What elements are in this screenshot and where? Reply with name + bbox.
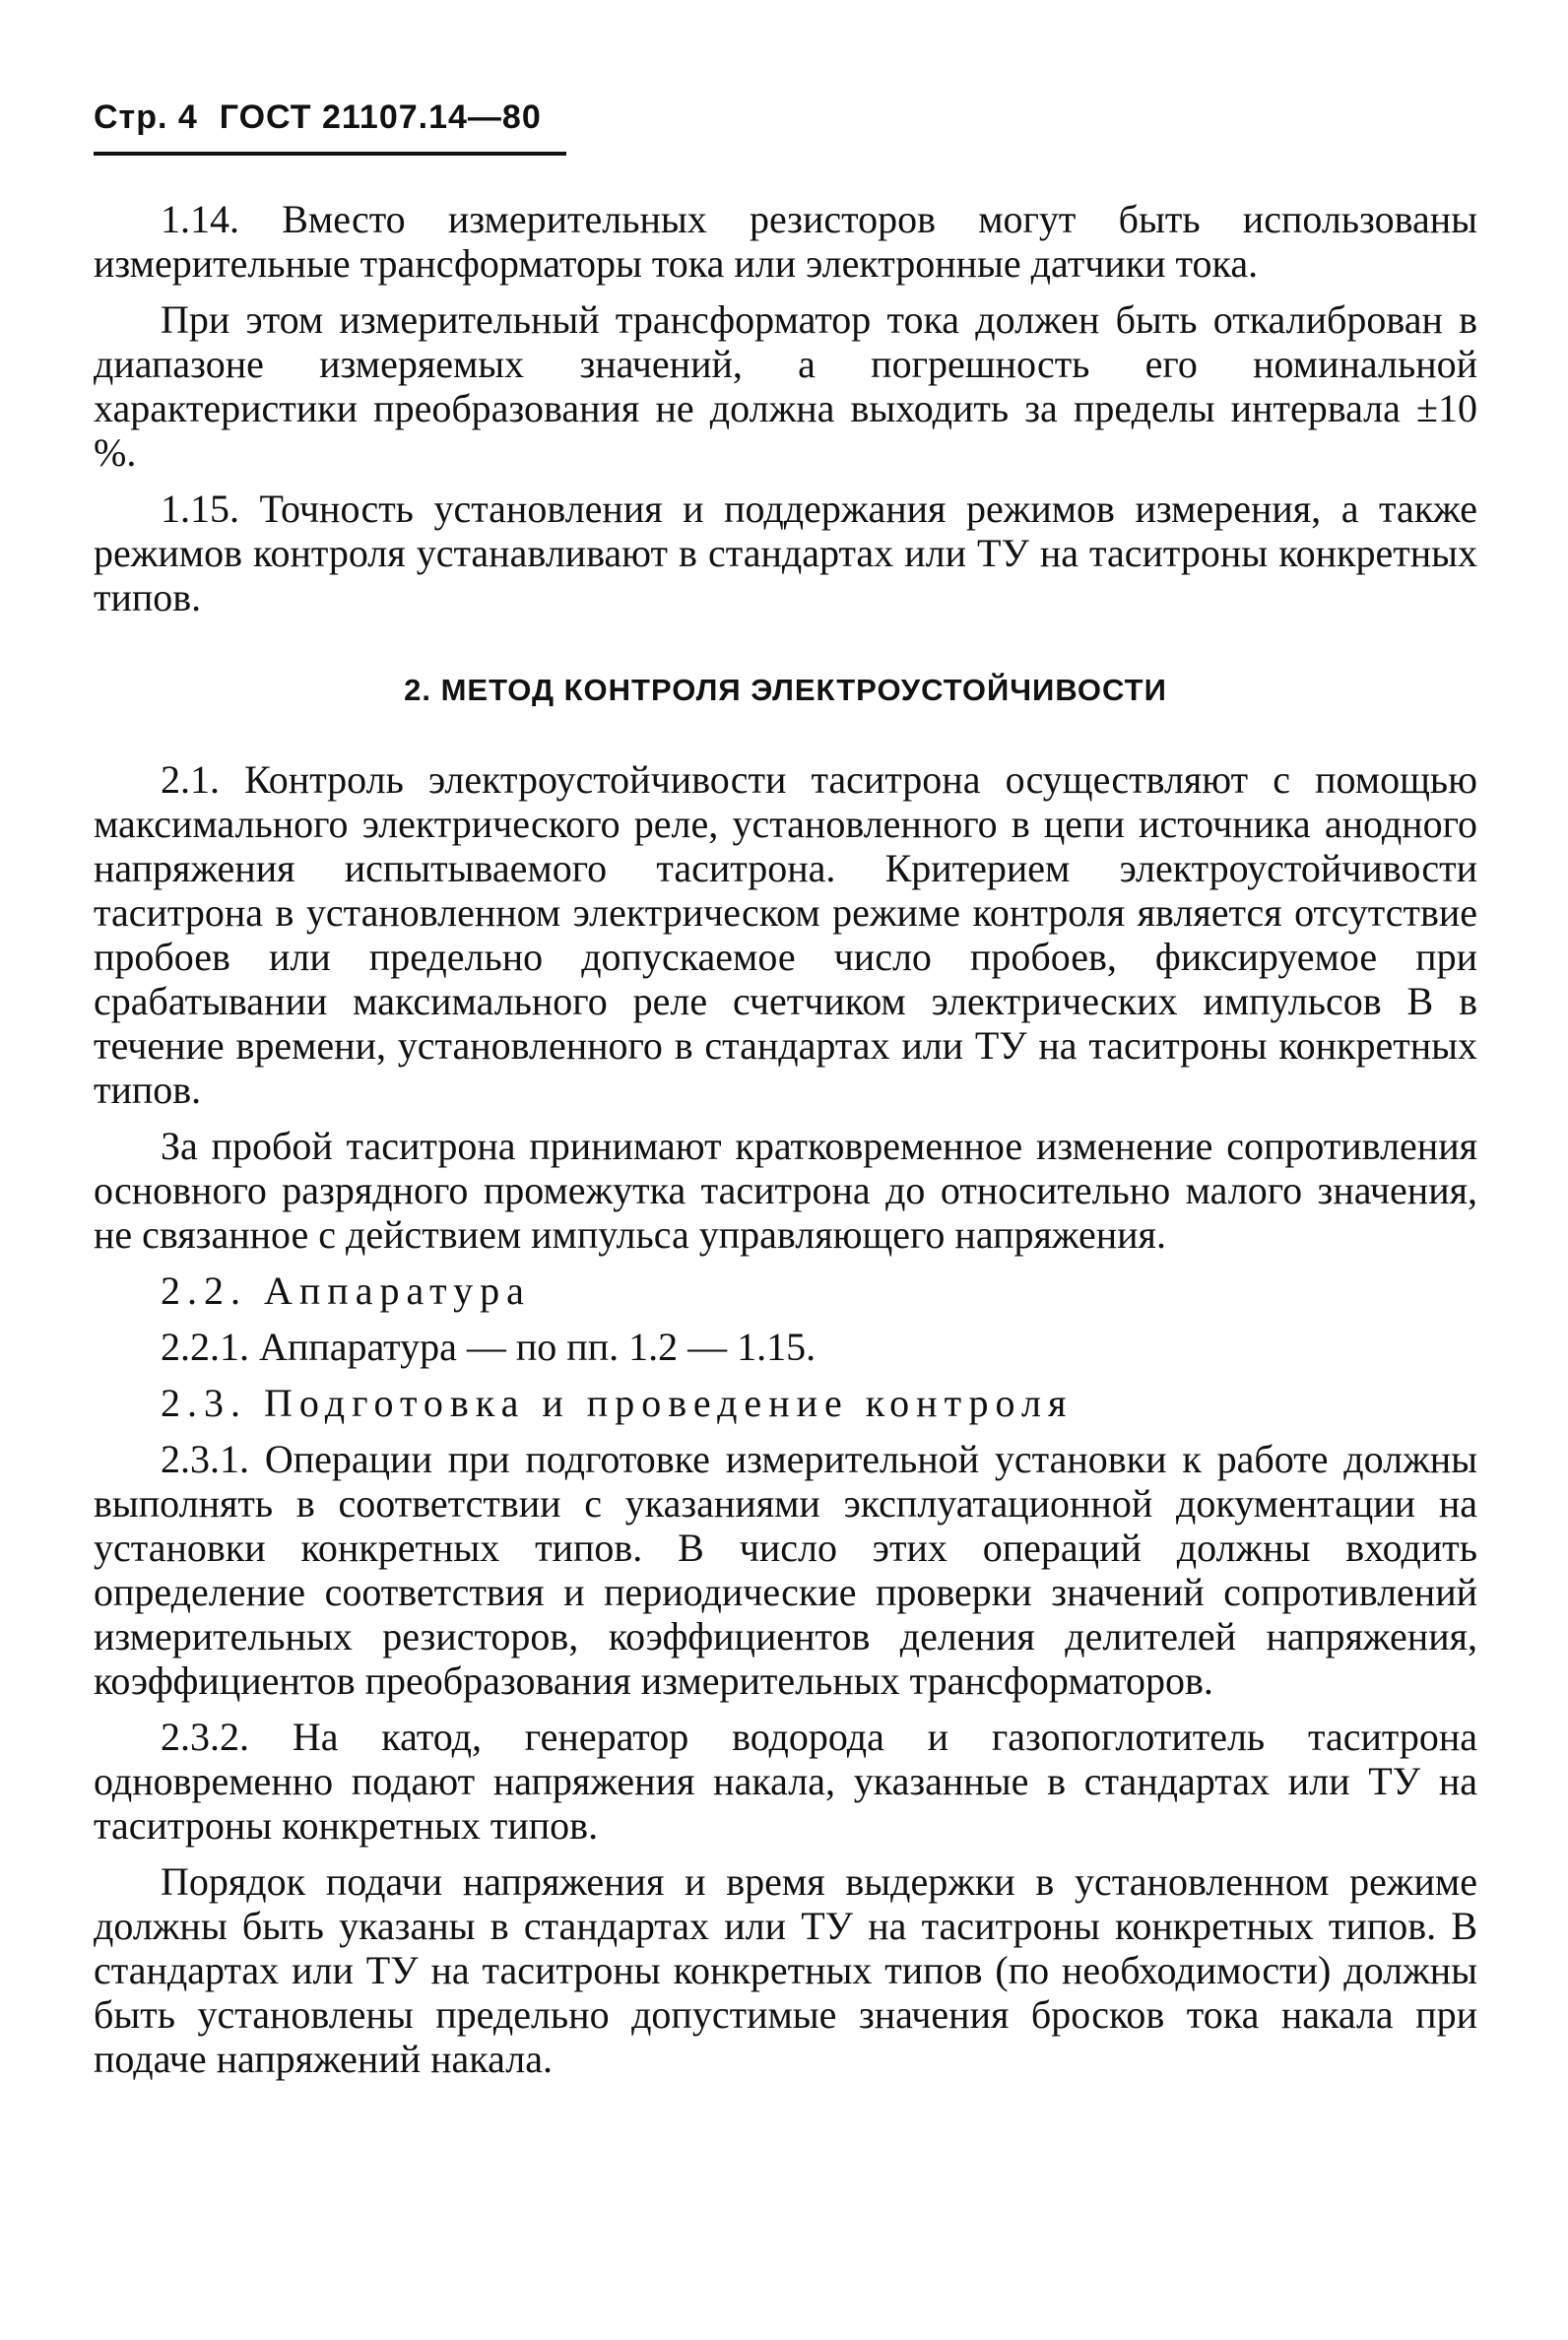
section-title: 2. МЕТОД КОНТРОЛЯ ЭЛЕКТРОУСТОЙЧИВОСТИ	[404, 673, 1167, 707]
page-number: Стр. 4	[94, 98, 198, 136]
paragraph-calibration: При этом измерительный трансформатор тока должен быть откалиброван в диапазоне измеряемых значений, а погрешность его номинальной характеристики преобразования не должна выходить за пределы интервала ±10 %.	[94, 297, 1477, 475]
body-text	[94, 197, 1477, 2093]
paragraph-voltage-order: Порядок подачи напряжения и время выдержки в установленном режиме должны быть указаны в стандартах или ТУ на таситроны конкретных типов. В стандартах или ТУ на таситроны конкретных типов (по необходимости) должны быть установлены предельно допустимые значения бросков тока накала при подаче напряжений накала.	[94, 1859, 1477, 2081]
subsection-title-apparatus: 2.2. Аппаратура	[161, 1268, 531, 1313]
header-text	[94, 98, 566, 137]
paragraph-1-14: 1.14. Вместо измерительных резисторов могут быть использованы измерительные трансформаторы тока или электронные датчики тока.	[94, 197, 1477, 286]
standard-id: ГОСТ 21107.14—80	[219, 98, 542, 136]
paragraph-2-1: 2.1. Контроль электроустойчивости таситрона осуществляют с помощью максимального электрического реле, установленного в цепи источника анодного напряжения испытываемого таситрона. Критерием электроустойчивости таситрона в установленном электрическом режиме контроля является отсутствие пробоев или предельно допускаемое число пробоев, фиксируемое при срабатывании максимального реле счетчиком электрических импульсов B в течение времени, установленного в стандартах или ТУ на таситроны конкретных типов.	[94, 757, 1477, 1112]
paragraph-2-3-1: 2.3.1. Операции при подготовке измерительной установки к работе должны выполнять в соответствии с указаниями эксплуатационной документации на установки конкретных типов. В число этих операций должны входить определение соответствия и периодические проверки значений сопротивлений измерительных резисторов, коэффициентов деления делителей напряжения, коэффициентов преобразования измерительных трансформаторов.	[94, 1437, 1477, 1703]
page-header	[94, 98, 566, 158]
subsection-title-preparation: 2.3. Подготовка и проведение контроля	[161, 1381, 1074, 1425]
paragraph-1-15: 1.15. Точность установления и поддержания режимов измерения, а также режимов контроля устанавливают в стандартах или ТУ на таситроны конкретных типов.	[94, 487, 1477, 619]
paragraph-2-2-1: 2.2.1. Аппаратура — по пп. 1.2 — 1.15.	[161, 1325, 817, 1369]
paragraph-2-3-2: 2.3.2. На катод, генератор водорода и газопоглотитель таситрона одновременно подают напряжения накала, указанные в стандартах или ТУ на таситроны конкретных типов.	[94, 1715, 1477, 1848]
paragraph-breakdown-definition: За пробой таситрона принимают кратковременное изменение сопротивления основного разрядного промежутка таситрона до относительно малого значения, не связанное с действием импульса управляющего напряжения.	[94, 1124, 1477, 1257]
document-page	[94, 0, 1477, 2340]
header-divider	[94, 152, 566, 156]
